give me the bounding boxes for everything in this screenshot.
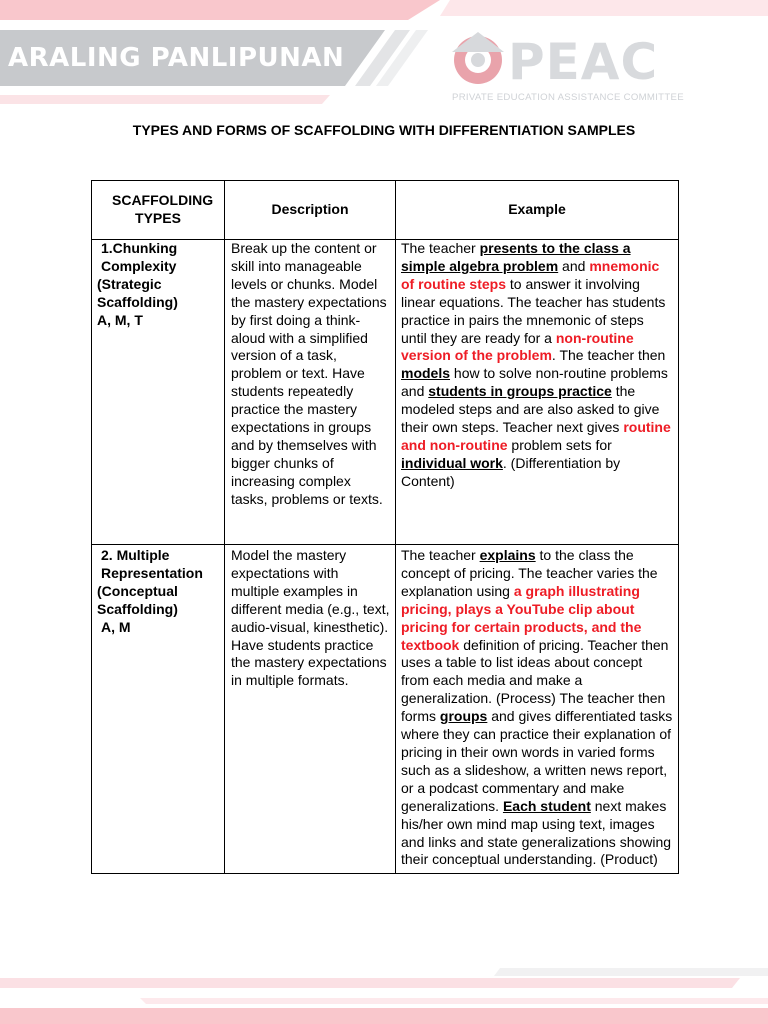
column-header: Description	[225, 181, 396, 240]
type-line: A, M	[101, 618, 131, 635]
type-line: (Strategic	[97, 275, 162, 292]
example-text: . The teacher then	[551, 347, 666, 364]
example-text: problem sets for	[507, 436, 612, 453]
example-text: . (Differentiation by Content)	[401, 454, 621, 489]
emphasized-text: individual work	[401, 454, 503, 471]
highlighted-text: routine and non-routine	[401, 419, 671, 453]
example-text: next makes his/her own mind map using text, images and links and state generalizations showing their conceptual understanding. (Product)	[401, 797, 672, 868]
example-text: and gives differentiated tasks where they can practice their explanation of pricing in their own words in varied forms such as a slideshow, a written news report, or a podcast commentary and make generalizations.	[401, 708, 673, 814]
example-text: to the class the concept of pricing. The teacher varies the explanation using	[401, 547, 658, 599]
example-text: The teacher	[401, 547, 480, 563]
example-cell	[396, 240, 679, 545]
emphasized-text: models	[401, 365, 451, 382]
emphasized-text: explains	[479, 547, 536, 563]
highlighted-text: a graph illustrating pricing, plays a YouTube clip about pricing for certain products, and the textbook	[401, 582, 642, 653]
logo-wordmark: PEAC	[508, 33, 659, 91]
column-header: Example	[396, 181, 679, 240]
document-title: TYPES AND FORMS OF SCAFFOLDING WITH DIFFERENTIATION SAMPLES	[132, 122, 636, 138]
type-line: (Conceptual	[97, 582, 178, 599]
highlighted-text: mnemonic of routine steps	[401, 257, 660, 292]
type-line: 2. Multiple	[101, 547, 170, 563]
type-line: 1.Chunking	[101, 240, 178, 256]
type-line: Representation	[101, 564, 203, 581]
emphasized-text: Each student	[502, 797, 591, 814]
subject-title: ARALING PANLIPUNAN	[8, 43, 345, 73]
example-text: The teacher	[401, 240, 480, 256]
type-line: A, M, T	[97, 311, 143, 328]
footer-banner-graphic	[0, 968, 768, 1024]
type-line: Scaffolding)	[97, 600, 178, 617]
example-text: to answer it involving linear equations. The teacher has students practice in pairs the mnemonic of steps until they are ready for a	[401, 275, 666, 346]
logo-subtitle: PRIVATE EDUCATION ASSISTANCE COMMITTEE	[452, 92, 684, 103]
scaffolding-type-cell	[92, 240, 225, 545]
example-text: and	[558, 257, 590, 274]
emphasized-text: groups	[439, 708, 488, 725]
example-cell	[396, 545, 679, 874]
example-text: the modeled steps and are also asked to give their own steps. Teacher next gives	[401, 383, 660, 436]
table-row	[92, 545, 679, 874]
type-line: Scaffolding)	[97, 293, 178, 310]
description-cell: Model the mastery expectations with multiple examples in different media (e.g., text, audio-visual, kinesthetic). Have students practice the mastery expectations in multiple formats.	[225, 545, 396, 874]
highlighted-text: non-routine version of the problem	[401, 329, 634, 364]
type-line: Complexity	[101, 257, 177, 274]
emphasized-text: students in groups practice	[428, 383, 612, 400]
scaffolding-table	[91, 180, 679, 874]
scaffolding-type-cell	[92, 545, 225, 874]
emphasized-text: presents to the class a simple algebra problem	[401, 240, 631, 274]
table-row	[92, 240, 679, 545]
description-cell: Break up the content or skill into manageable levels or chunks. Model the mastery expectations by first doing a think-aloud with a simplified version of a task, problem or text. Have students repeatedly practice the mastery expectations in groups and by themselves with bigger chunks of increasing complex tasks, problems or texts.	[225, 240, 396, 545]
example-text: definition of pricing. Teacher then uses a table to list ideas about concept from each media and make a generalization. (Process) The teacher then forms	[401, 636, 669, 725]
example-text: how to solve non-routine problems and	[401, 365, 668, 400]
column-header: SCAFFOLDING TYPES	[92, 181, 225, 240]
table-header-row	[92, 181, 679, 240]
